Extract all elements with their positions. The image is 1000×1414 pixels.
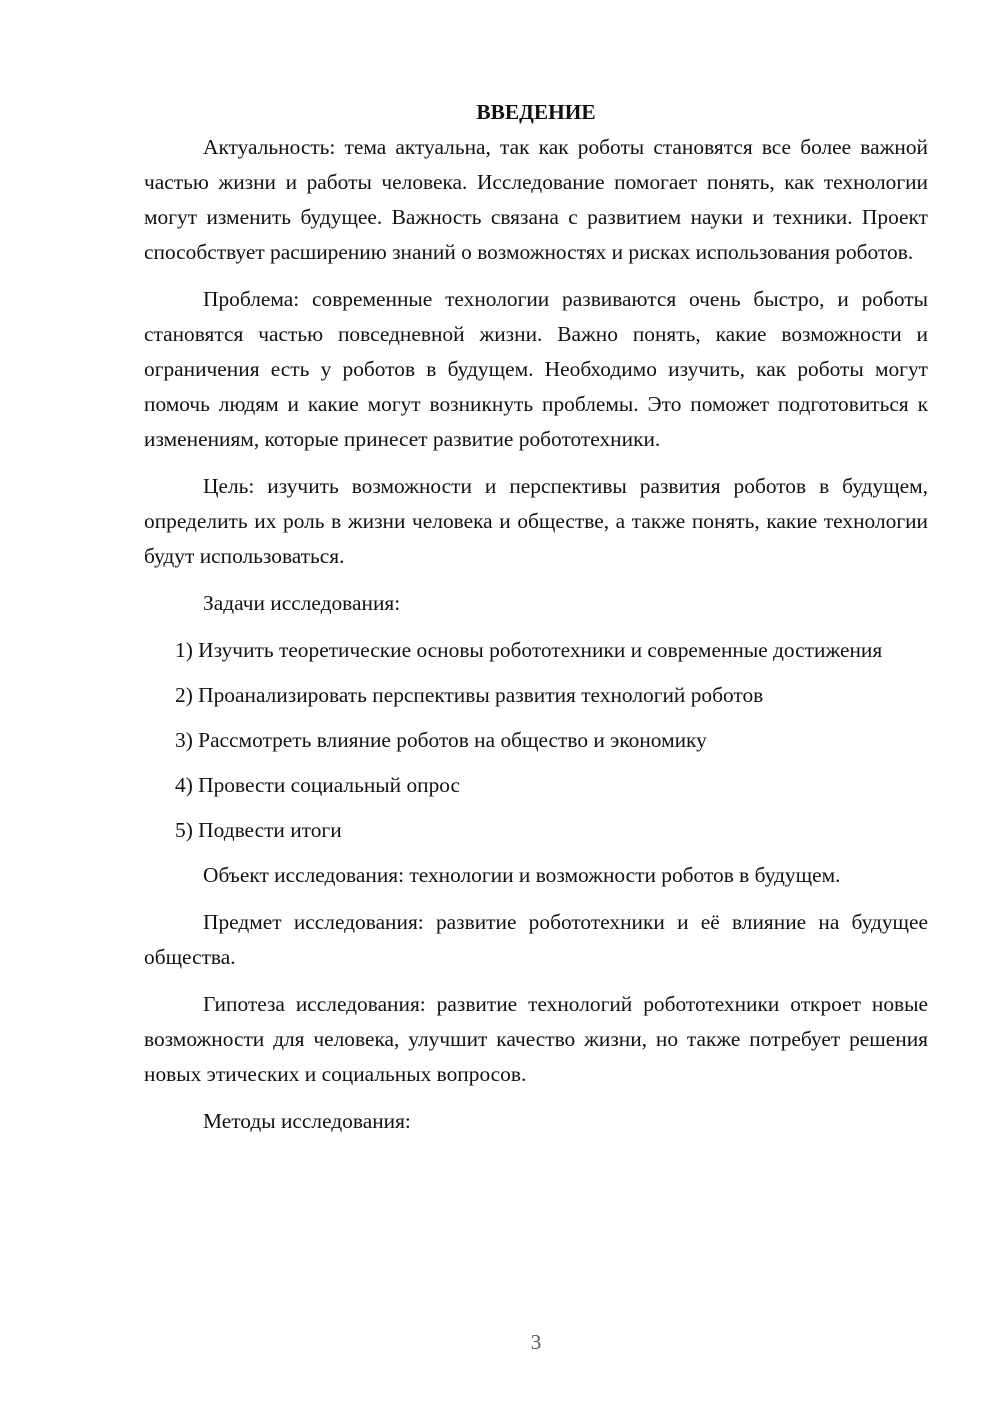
- page-title: ВВЕДЕНИЕ: [476, 100, 596, 124]
- page-number: 3: [530, 1330, 542, 1354]
- list-item: 1) Изучить теоретические основы робототехники и современные достижения: [175, 638, 883, 662]
- subject-paragraph: Предмет исследования: развитие робототехники и её влияние на будущее общества.: [144, 910, 928, 969]
- tasks-list: [144, 633, 928, 848]
- text-column: [144, 94, 928, 1151]
- list-item: 3) Рассмотреть влияние роботов на общество и экономику: [175, 728, 707, 752]
- relevance-paragraph: Актуальность: тема актуальна, так как роботы становятся все более важной частью жизни и работы человека. Исследование помогает понять, как технологии могут изменить будущее. Важность связана с развитием науки и техники. Проект способствует расширению знаний о возможностях и рисках использования роботов.: [144, 135, 928, 264]
- problem-paragraph: Проблема: современные технологии развиваются очень быстро, и роботы становятся частью повседневной жизни. Важно понять, какие возможности и ограничения есть у роботов в будущем. Необходимо изучить, как роботы могут помочь людям и какие могут возникнуть проблемы. Это поможет подготовиться к изменениям, которые принесет развитие робототехники.: [144, 287, 928, 451]
- object-paragraph: Объект исследования: технологии и возможности роботов в будущем.: [203, 863, 841, 887]
- goal-paragraph: Цель: изучить возможности и перспективы развития роботов в будущем, определить их роль в жизни человека и обществе, а также понять, какие технологии будут использоваться.: [144, 474, 928, 568]
- list-item: 4) Провести социальный опрос: [175, 773, 461, 797]
- hypothesis-paragraph: Гипотеза исследования: развитие технологий робототехники откроет новые возможности для человека, улучшит качество жизни, но также потребует решения новых этических и социальных вопросов.: [144, 992, 928, 1086]
- tasks-heading: Задачи исследования:: [203, 591, 401, 615]
- methods-heading: Методы исследования:: [203, 1109, 411, 1133]
- list-item: 5) Подвести итоги: [175, 818, 342, 842]
- list-item: 2) Проанализировать перспективы развития технологий роботов: [175, 683, 764, 707]
